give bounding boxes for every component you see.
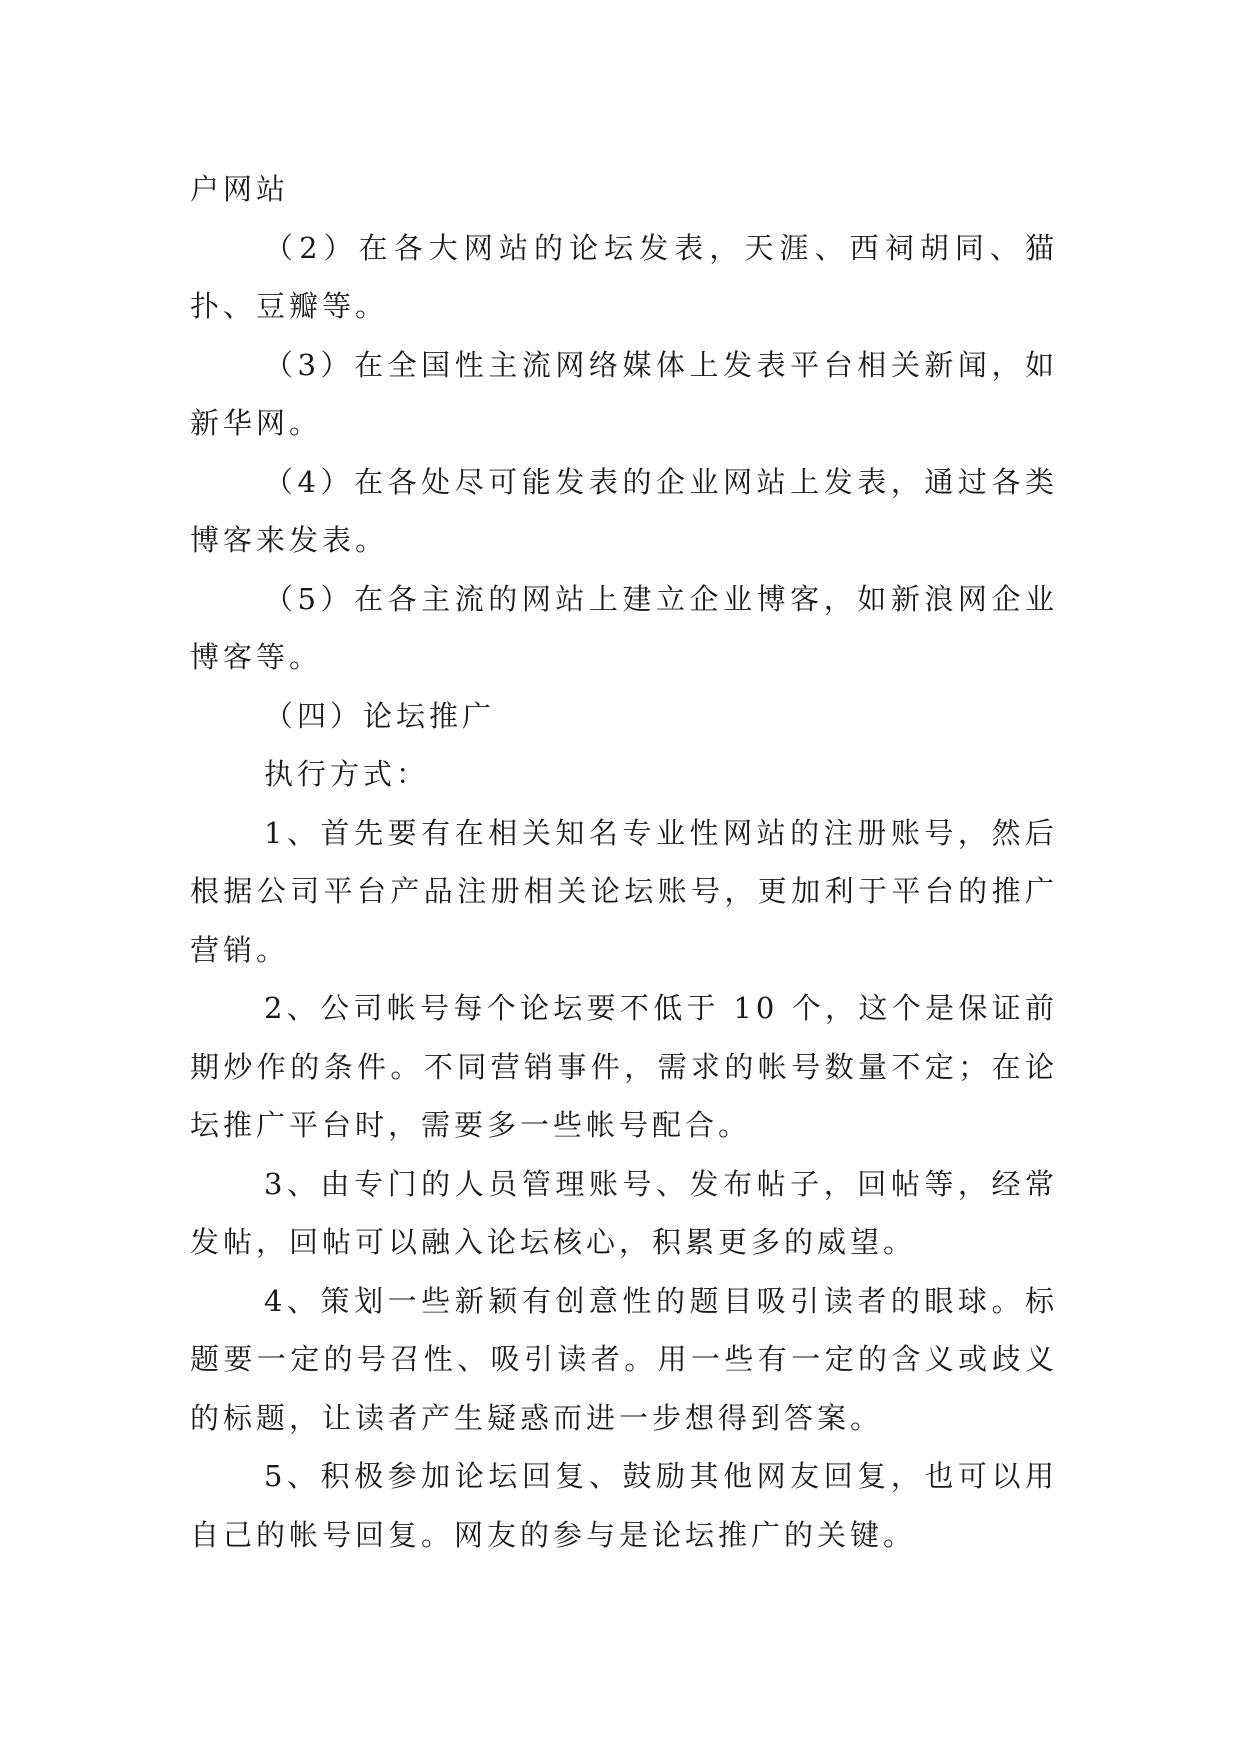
paragraph-step-3: 3、由专门的人员管理账号、发布帖子，回帖等，经常发帖，回帖可以融入论坛核心，积累更多的威望。 bbox=[190, 1166, 1058, 1259]
paragraph-step-5: 5、积极参加论坛回复、鼓励其他网友回复，也可以用自己的帐号回复。网友的参与是论坛推广的关键。 bbox=[190, 1459, 1058, 1552]
paragraph-item-4: （4）在各处尽可能发表的企业网站上发表，通过各类博客来发表。 bbox=[190, 464, 1058, 557]
section-heading: （四）论坛推广 bbox=[264, 698, 496, 733]
document-body bbox=[190, 160, 1058, 1564]
paragraph-step-2: 2、公司帐号每个论坛要不低于 10 个，这个是保证前期炒作的条件。不同营销事件，需求的帐号数量不定；在论坛推广平台时，需要多一些帐号配合。 bbox=[190, 991, 1058, 1142]
subheading-execution: 执行方式： bbox=[264, 757, 430, 791]
paragraph-step-1: 1、首先要有在相关知名专业性网站的注册账号，然后根据公司平台产品注册相关论坛账号，更加利于平台的推广营销。 bbox=[190, 815, 1058, 967]
paragraph-item-2: （2）在各大网站的论坛发表，天涯、西祠胡同、猫扑、豆瓣等。 bbox=[190, 230, 1058, 323]
paragraph-item-5: （5）在各主流的网站上建立企业博客，如新浪网企业博客等。 bbox=[190, 581, 1058, 674]
paragraph-item-3: （3）在全国性主流网络媒体上发表平台相关新闻，如新华网。 bbox=[190, 347, 1058, 440]
paragraph-step-4: 4、策划一些新颖有创意性的题目吸引读者的眼球。标题要一定的号召性、吸引读者。用一些有一定的含义或歧义的标题，让读者产生疑惑而进一步想得到答案。 bbox=[190, 1283, 1058, 1435]
paragraph-continuation: 户网站 bbox=[190, 172, 290, 206]
